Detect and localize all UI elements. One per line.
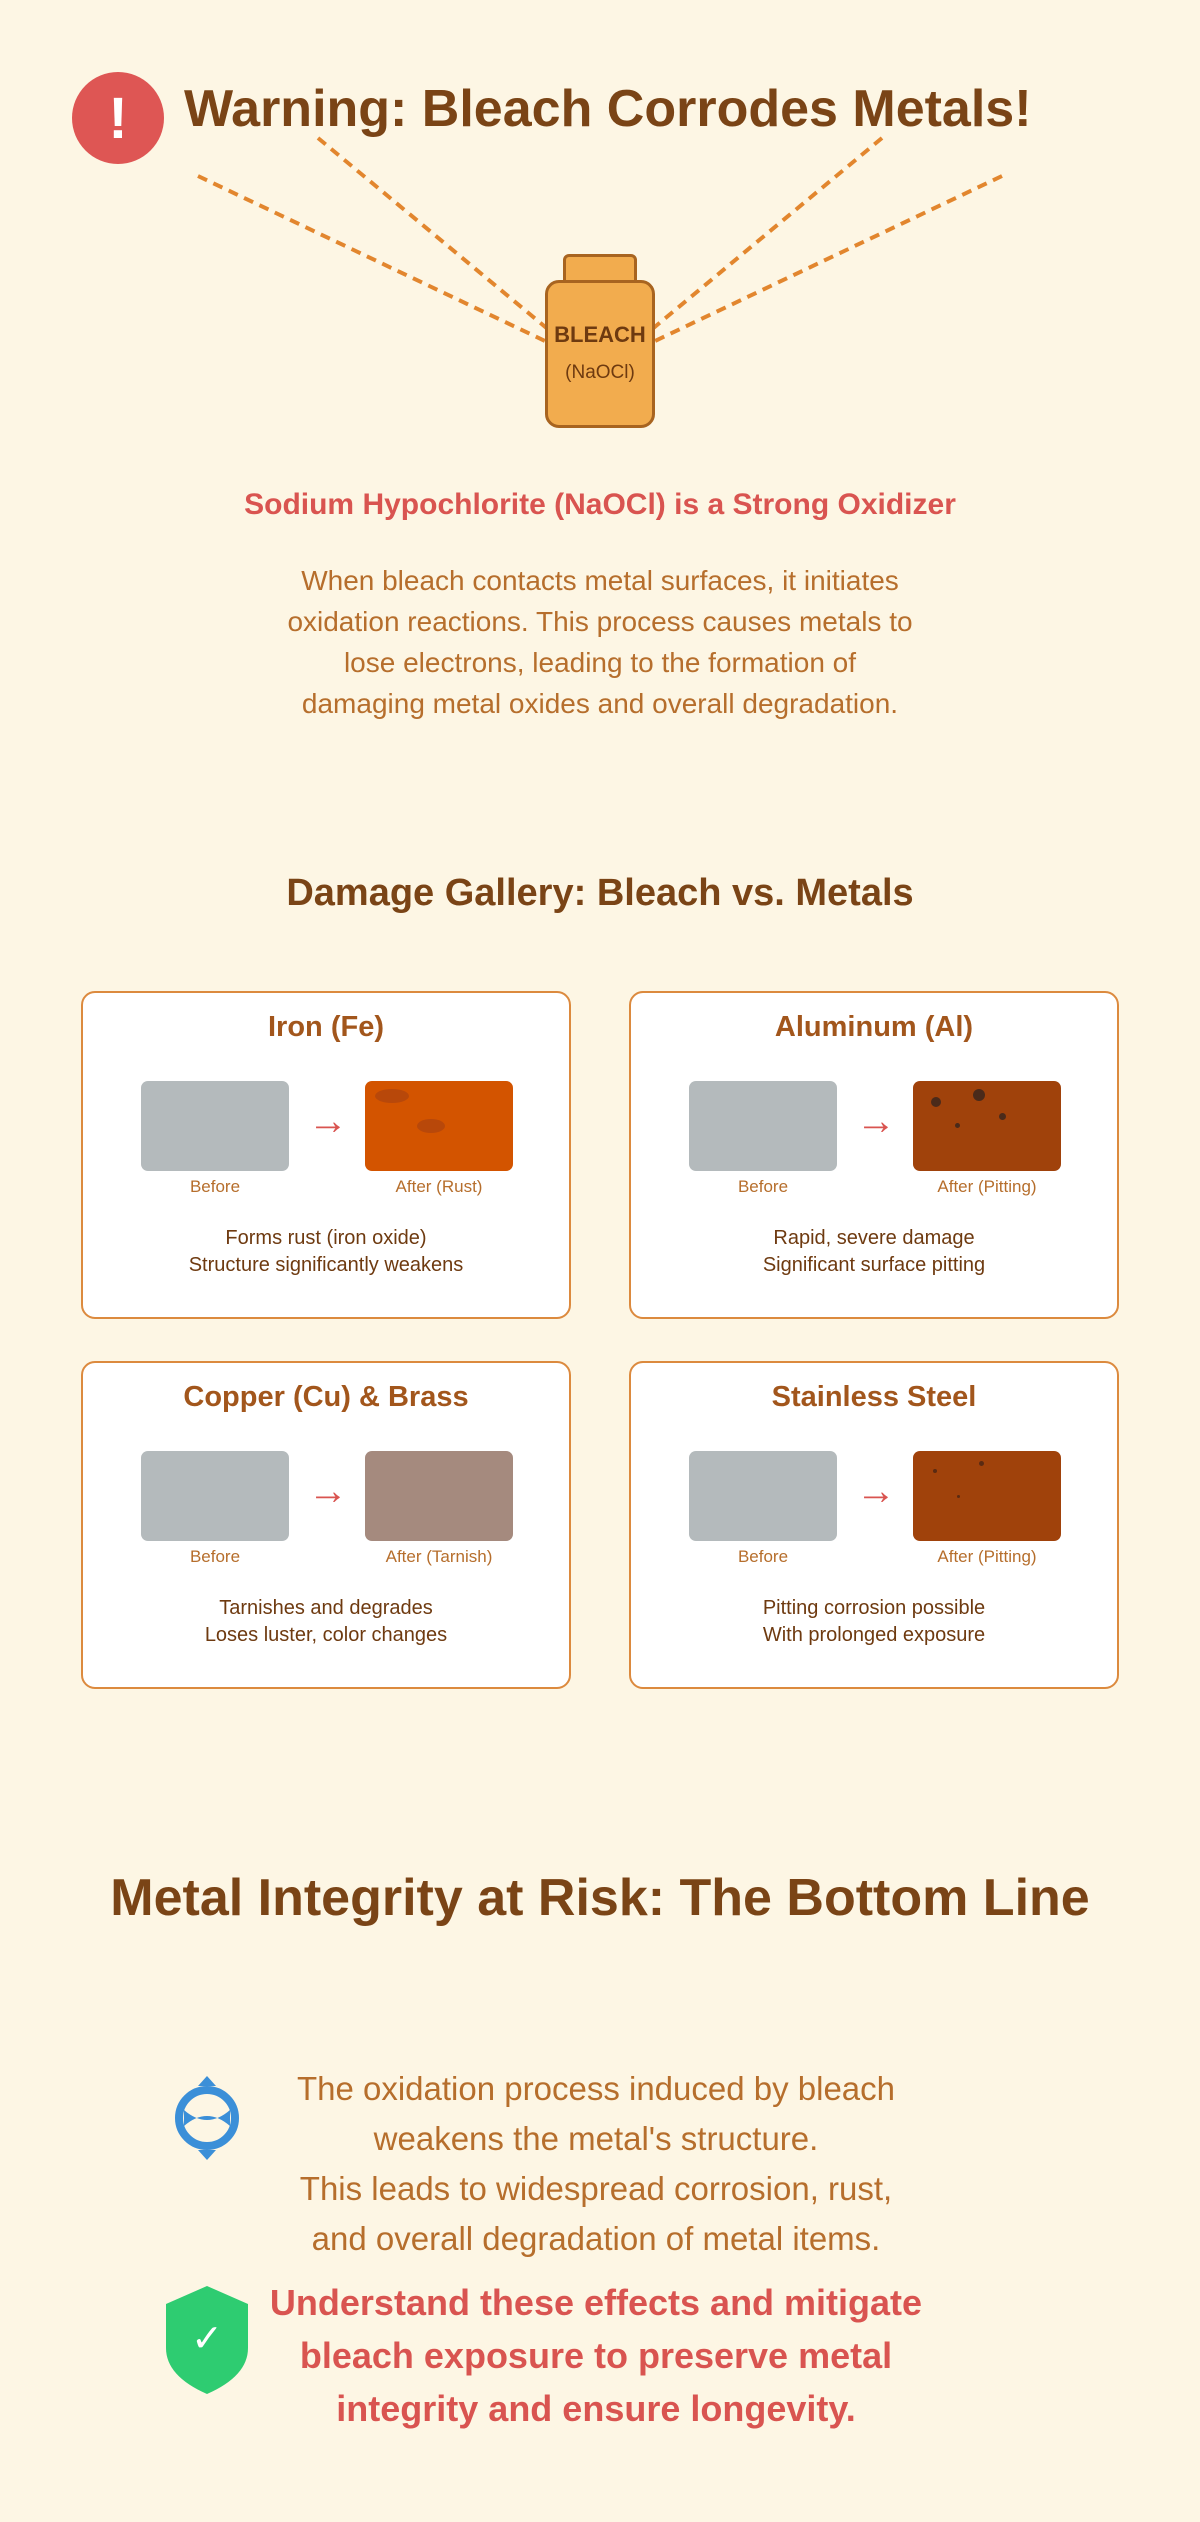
- description-line: Forms rust (iron oxide): [225, 1227, 427, 1249]
- arrow-right-icon: →: [308, 1099, 348, 1143]
- metal-card-aluminum: [629, 991, 1119, 1319]
- arrow-right-icon: →: [308, 1469, 348, 1513]
- after-caption: After (Tarnish): [385, 1547, 493, 1566]
- intro-line: When bleach contacts metal surfaces, it initiates: [301, 565, 899, 596]
- cta-line: bleach exposure to preserve metal: [299, 2335, 893, 2376]
- metal-card-iron: [81, 991, 571, 1319]
- before-swatch: [689, 1081, 837, 1171]
- description-line: Rapid, severe damage: [773, 1227, 975, 1249]
- after-caption: After (Pitting): [937, 1547, 1037, 1566]
- before-caption: Before: [737, 1177, 789, 1196]
- card-description: [83, 1595, 569, 1649]
- cta-line: Understand these effects and mitigate: [269, 2282, 923, 2323]
- card-description: [631, 1595, 1117, 1649]
- page-title: Warning: Bleach Corrodes Metals!: [184, 80, 1032, 138]
- call-to-action: [246, 2276, 946, 2435]
- bottom-line-title: Metal Integrity at Risk: The Bottom Line: [110, 1869, 1090, 1927]
- pit-mark: [955, 1123, 960, 1128]
- intro-line: oxidation reactions. This process causes metals to: [287, 606, 913, 637]
- pit-mark: [933, 1469, 937, 1473]
- arrow-right-icon: →: [856, 1469, 896, 1513]
- description-line: Loses luster, color changes: [204, 1624, 448, 1646]
- bottom-line: weakens the metal's structure.: [373, 2120, 819, 2157]
- bleach-bottle-icon: [545, 280, 655, 428]
- check-mark: ✓: [191, 2318, 223, 2360]
- bottle-formula: (NaOCl): [565, 362, 635, 383]
- description-line: Tarnishes and degrades: [219, 1597, 433, 1619]
- after-swatch: [913, 1081, 1061, 1171]
- oxidizer-subtitle: Sodium Hypochlorite (NaOCl) is a Strong Oxidizer: [244, 488, 956, 521]
- intro-paragraph: [250, 560, 950, 724]
- pit-mark: [973, 1089, 985, 1101]
- after-caption: After (Rust): [395, 1177, 483, 1196]
- intro-line: lose electrons, leading to the formation of: [343, 647, 857, 678]
- bottom-line-text: [246, 2064, 946, 2264]
- description-line: Significant surface pitting: [762, 1254, 986, 1276]
- before-swatch: [141, 1451, 289, 1541]
- bottom-line: The oxidation process induced by bleach: [296, 2070, 896, 2107]
- oxidation-cycle-icon: [172, 2072, 242, 2164]
- rust-spot: [375, 1089, 409, 1103]
- after-swatch: [913, 1451, 1061, 1541]
- card-title: Iron (Fe): [268, 1011, 384, 1043]
- cta-line: integrity and ensure longevity.: [336, 2388, 856, 2429]
- card-title: Copper (Cu) & Brass: [183, 1381, 469, 1413]
- before-caption: Before: [189, 1177, 241, 1196]
- warning-icon: !: [72, 72, 164, 164]
- before-swatch: [689, 1451, 837, 1541]
- before-caption: Before: [737, 1547, 789, 1566]
- intro-line: damaging metal oxides and overall degradation.: [301, 688, 899, 719]
- card-title: Aluminum (Al): [774, 1011, 974, 1043]
- before-caption: Before: [189, 1547, 241, 1566]
- gallery-title: Damage Gallery: Bleach vs. Metals: [286, 872, 914, 914]
- description-line: Pitting corrosion possible: [762, 1597, 986, 1619]
- metal-card-stainless-steel: [629, 1361, 1119, 1689]
- card-description: [83, 1225, 569, 1279]
- rust-spot: [417, 1119, 445, 1133]
- bottom-line: and overall degradation of metal items.: [311, 2220, 881, 2257]
- bottom-line: This leads to widespread corrosion, rust,: [299, 2170, 893, 2207]
- pit-mark: [999, 1113, 1006, 1120]
- pit-mark: [979, 1461, 984, 1466]
- after-caption: After (Pitting): [937, 1177, 1037, 1196]
- description-line: Structure significantly weakens: [188, 1254, 464, 1276]
- arrow-right-icon: →: [856, 1099, 896, 1143]
- description-line: With prolonged exposure: [762, 1624, 986, 1646]
- before-swatch: [141, 1081, 289, 1171]
- pit-mark: [957, 1495, 960, 1498]
- card-description: [631, 1225, 1117, 1279]
- after-swatch: [365, 1451, 513, 1541]
- metal-card-copper: [81, 1361, 571, 1689]
- bottle-label: BLEACH: [554, 322, 646, 347]
- pit-mark: [931, 1097, 941, 1107]
- after-swatch: [365, 1081, 513, 1171]
- card-title: Stainless Steel: [771, 1381, 977, 1413]
